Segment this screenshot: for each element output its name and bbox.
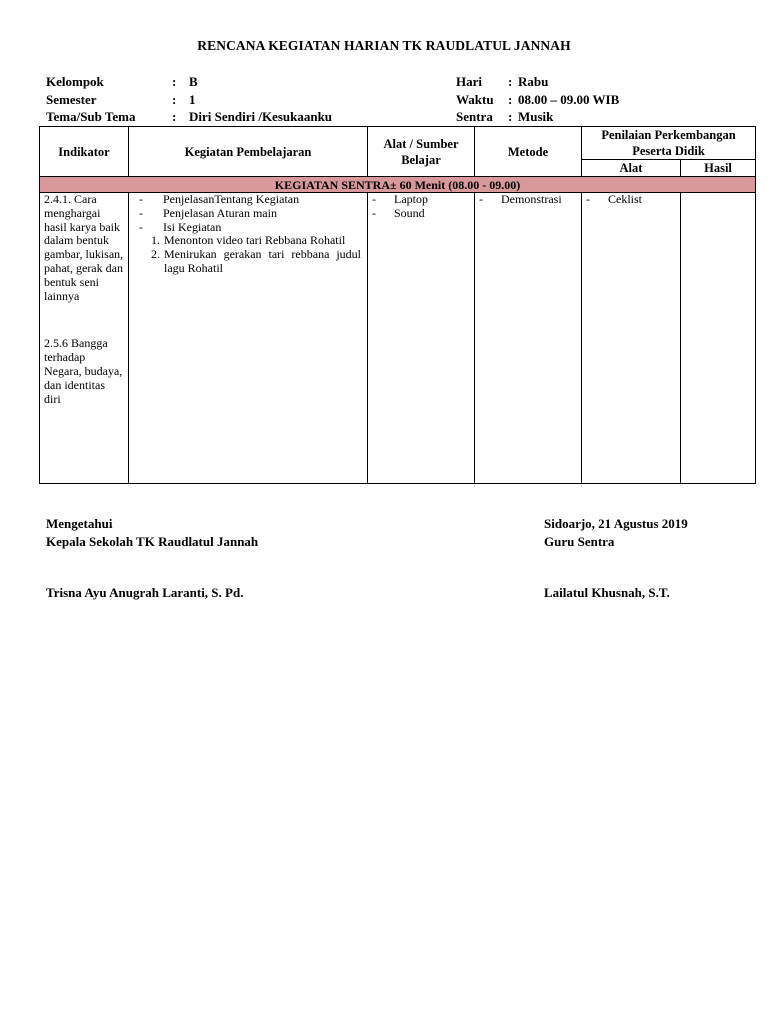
list-item: - PenjelasanTentang Kegiatan (139, 192, 300, 206)
kegiatan-dash-list (129, 193, 367, 234)
info-colon: : (172, 91, 177, 107)
list-item-text: Isi Kegiatan (163, 219, 222, 234)
info-row-kelompok (46, 73, 332, 91)
signature-left-line1: Mengetahui (46, 516, 113, 531)
kegiatan-cell (129, 193, 368, 484)
list-item-text: Menonton video tari Rebbana Rohatil (164, 233, 346, 248)
section-title: KEGIATAN SENTRA± 60 Menit (08.00 - 09.00) (40, 177, 756, 193)
info-label: Waktu (456, 91, 494, 107)
signature-right-line2: Guru Sentra (544, 534, 615, 549)
signature-left-name: Trisna Ayu Anugrah Laranti, S. Pd. (46, 585, 244, 600)
indikator-item: 2.4.1. Cara menghargai hasil karya baik dalam bentuk gambar, lukisan, pahat, gerak dan bentuk seni lainnya (44, 192, 124, 303)
info-label: Sentra (456, 109, 493, 124)
page-title: RENCANA KEGIATAN HARIAN TK RAUDLATUL JANNAH (197, 38, 571, 53)
indikator-item: 2.5.6 Bangga terhadap Negara, budaya, dan identitas diri (44, 336, 123, 406)
table-row (40, 193, 756, 484)
list-item: - Sound (372, 205, 425, 220)
info-label: Semester (46, 91, 97, 107)
alat-penilaian-cell (582, 193, 681, 484)
alat-sumber-cell (368, 193, 475, 484)
metode-cell (475, 193, 582, 484)
list-item-text: Sound (394, 205, 425, 220)
header-alat-sumber: Alat / Sumber Belajar (368, 127, 475, 177)
header-metode: Metode (475, 127, 582, 177)
info-row-waktu (456, 91, 619, 109)
info-label: Kelompok (46, 74, 104, 89)
signature-right (544, 515, 688, 551)
info-value: Diri Sendiri /Kesukaanku (189, 109, 333, 124)
list-item: - Demonstrasi (479, 192, 562, 206)
header-hasil: Hasil (681, 160, 756, 177)
list-item: - Isi Kegiatan (139, 219, 222, 234)
section-row (40, 177, 756, 193)
activity-table (39, 126, 756, 484)
list-item: 2. Menirukan gerakan tari rebbana judul lagu Rohatil (151, 247, 361, 275)
info-colon: : (508, 74, 513, 89)
signature-left (46, 515, 258, 551)
info-label: Tema/Sub Tema (46, 109, 136, 124)
list-item: - Penjelasan Aturan main (139, 205, 277, 220)
kegiatan-numbered-list (129, 234, 367, 275)
header-alat: Alat (582, 160, 681, 177)
info-value: 1 (189, 91, 196, 107)
signature-right-name: Lailatul Khusnah, S.T. (544, 585, 670, 600)
indikator-gap (44, 303, 124, 337)
list-item: 1. Menonton video tari Rebbana Rohatil (151, 234, 361, 248)
list-item: - Ceklist (586, 192, 643, 206)
header-indikator: Indikator (40, 127, 129, 177)
info-value: 08.00 – 09.00 WIB (518, 91, 620, 107)
info-colon: : (172, 74, 177, 89)
list-item-text: Penjelasan Aturan main (163, 205, 277, 220)
list-item-text: PenjelasanTentang Kegiatan (163, 192, 300, 206)
header-kegiatan: Kegiatan Pembelajaran (129, 127, 368, 177)
list-item-text: Demonstrasi (501, 192, 562, 206)
info-right (456, 73, 619, 126)
list-item-text: Laptop (394, 192, 428, 206)
info-value: Musik (518, 109, 554, 124)
list-item-text: Ceklist (608, 192, 643, 206)
info-colon: : (508, 109, 513, 124)
info-row-hari (456, 73, 619, 91)
info-row-semester (46, 91, 332, 109)
list-item: - Laptop (372, 192, 428, 206)
signature-left-line2: Kepala Sekolah TK Raudlatul Jannah (46, 534, 259, 549)
info-value: B (189, 74, 198, 89)
table-header-row (40, 127, 756, 160)
info-row-tema (46, 108, 332, 126)
list-item-text: Menirukan gerakan tari rebbana judul lagu Rohatil (164, 247, 361, 275)
info-row-sentra (456, 108, 619, 126)
signature-right-line1: Sidoarjo, 21 Agustus 2019 (544, 516, 688, 531)
info-colon: : (508, 91, 513, 107)
info-left (46, 73, 332, 126)
info-label: Hari (456, 74, 482, 89)
info-value: Rabu (518, 74, 549, 89)
header-penilaian: Penilaian Perkembangan Peserta Didik (582, 127, 756, 160)
indikator-cell (40, 193, 129, 484)
info-colon: : (172, 109, 177, 124)
hasil-cell (681, 193, 756, 484)
